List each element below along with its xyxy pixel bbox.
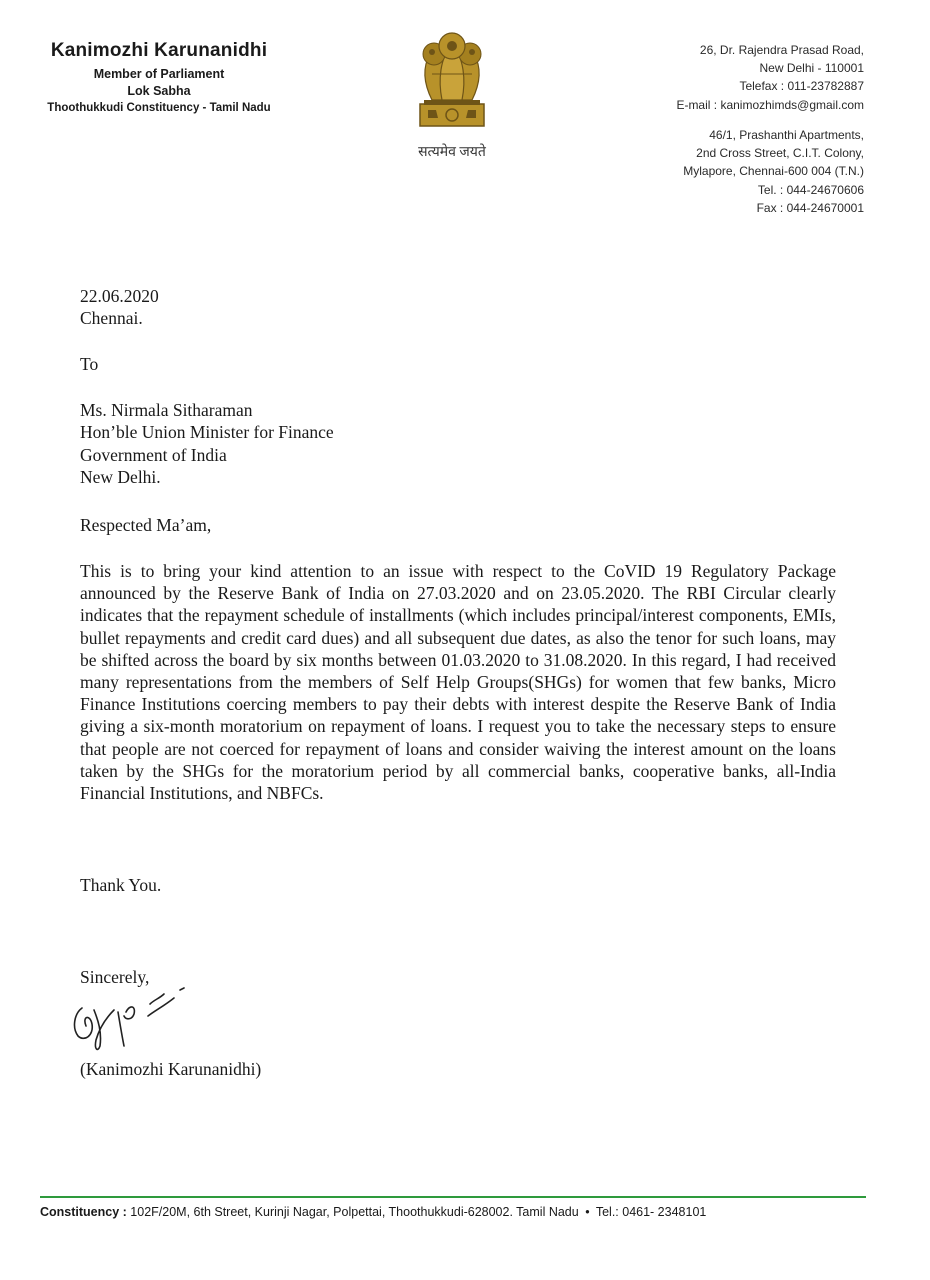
email: E-mail : kanimozhimds@gmail.com <box>676 97 864 112</box>
to-label: To <box>80 354 99 374</box>
fax: Fax : 044-24670001 <box>756 200 864 215</box>
telephone: Tel. : 044-24670606 <box>757 182 864 197</box>
footer-separator: • <box>585 1205 590 1219</box>
address-line: 2nd Cross Street, C.I.T. Colony, <box>696 146 864 161</box>
closing: Sincerely, <box>80 967 150 987</box>
salutation: Respected Ma’am, <box>80 515 212 535</box>
recipient-title: Hon’ble Union Minister for Finance <box>80 422 334 443</box>
emblem-motto: सत्यमेव जयते <box>418 145 486 160</box>
signature-icon <box>64 980 214 1055</box>
recipient-name: Ms. Nirmala Sitharaman <box>80 400 253 420</box>
footer-phone: Tel.: 0461- 2348101 <box>595 1205 707 1219</box>
footer-address: 102F/20M, 6th Street, Kurinji Nagar, Polpettai, Thoothukkudi-628002. Tamil Nadu <box>130 1205 579 1219</box>
footer-rule <box>40 1196 866 1198</box>
sender-name: Kanimozhi Karunanidhi <box>50 40 268 61</box>
address-line: Mylapore, Chennai-600 004 (T.N.) <box>683 164 864 179</box>
footer <box>40 1205 870 1219</box>
letter-body: This is to bring your kind attention to an issue with respect to the CoVID 19 Regulatory Package announced by the Reserve Bank of India on 27.03.2020 and on 23.05.2020. The RBI Circular clearly indicates that the repayment schedule of installments (which includes principal/interest components, EMIs, bullet repayments and credit card dues) and all subsequent due dates, as also the tenor for such loans, may be shifted across the board by six months between 01.03.2020 to 31.08.2020. In this regard, I had received many representations from the members of Self Help Groups(SHGs) for women that few banks, Micro Finance Institutions coercing members to pay their debts with interest despite the Reserve Bank of India giving a six-month moratorium on repayment of loans. I request you to take the necessary steps to ensure that people are not coerced for repayment of loans and consider waiving the interest amount on the loans taken by the SHGs for the moratorium period by all commercial banks, cooperative banks, all-India Financial Institutions, and NBFCs. <box>80 561 836 804</box>
letter-place: Chennai. <box>80 308 143 329</box>
sender-block <box>14 40 304 117</box>
letter-date: 22.06.2020 <box>80 286 159 306</box>
delhi-address <box>676 41 864 114</box>
recipient-city: New Delhi. <box>80 466 161 487</box>
thanks: Thank You. <box>80 875 162 895</box>
address-line: New Delhi - 110001 <box>759 61 864 76</box>
footer-label: Constituency : <box>40 1205 127 1219</box>
date-place <box>80 285 836 330</box>
address-line: 46/1, Prashanthi Apartments, <box>709 128 864 142</box>
recipient-block <box>80 399 836 488</box>
sender-house: Lok Sabha <box>127 84 191 98</box>
chennai-address <box>683 126 864 217</box>
recipient-org: Government of India <box>80 444 227 465</box>
sender-constituency: Thoothukkudi Constituency - Tamil Nadu <box>47 102 271 114</box>
telefax: Telefax : 011-23782887 <box>739 79 864 94</box>
address-line: 26, Dr. Rajendra Prasad Road, <box>699 43 864 57</box>
sender-title: Member of Parliament <box>93 67 225 81</box>
signatory-name: (Kanimozhi Karunanidhi) <box>80 1059 262 1079</box>
